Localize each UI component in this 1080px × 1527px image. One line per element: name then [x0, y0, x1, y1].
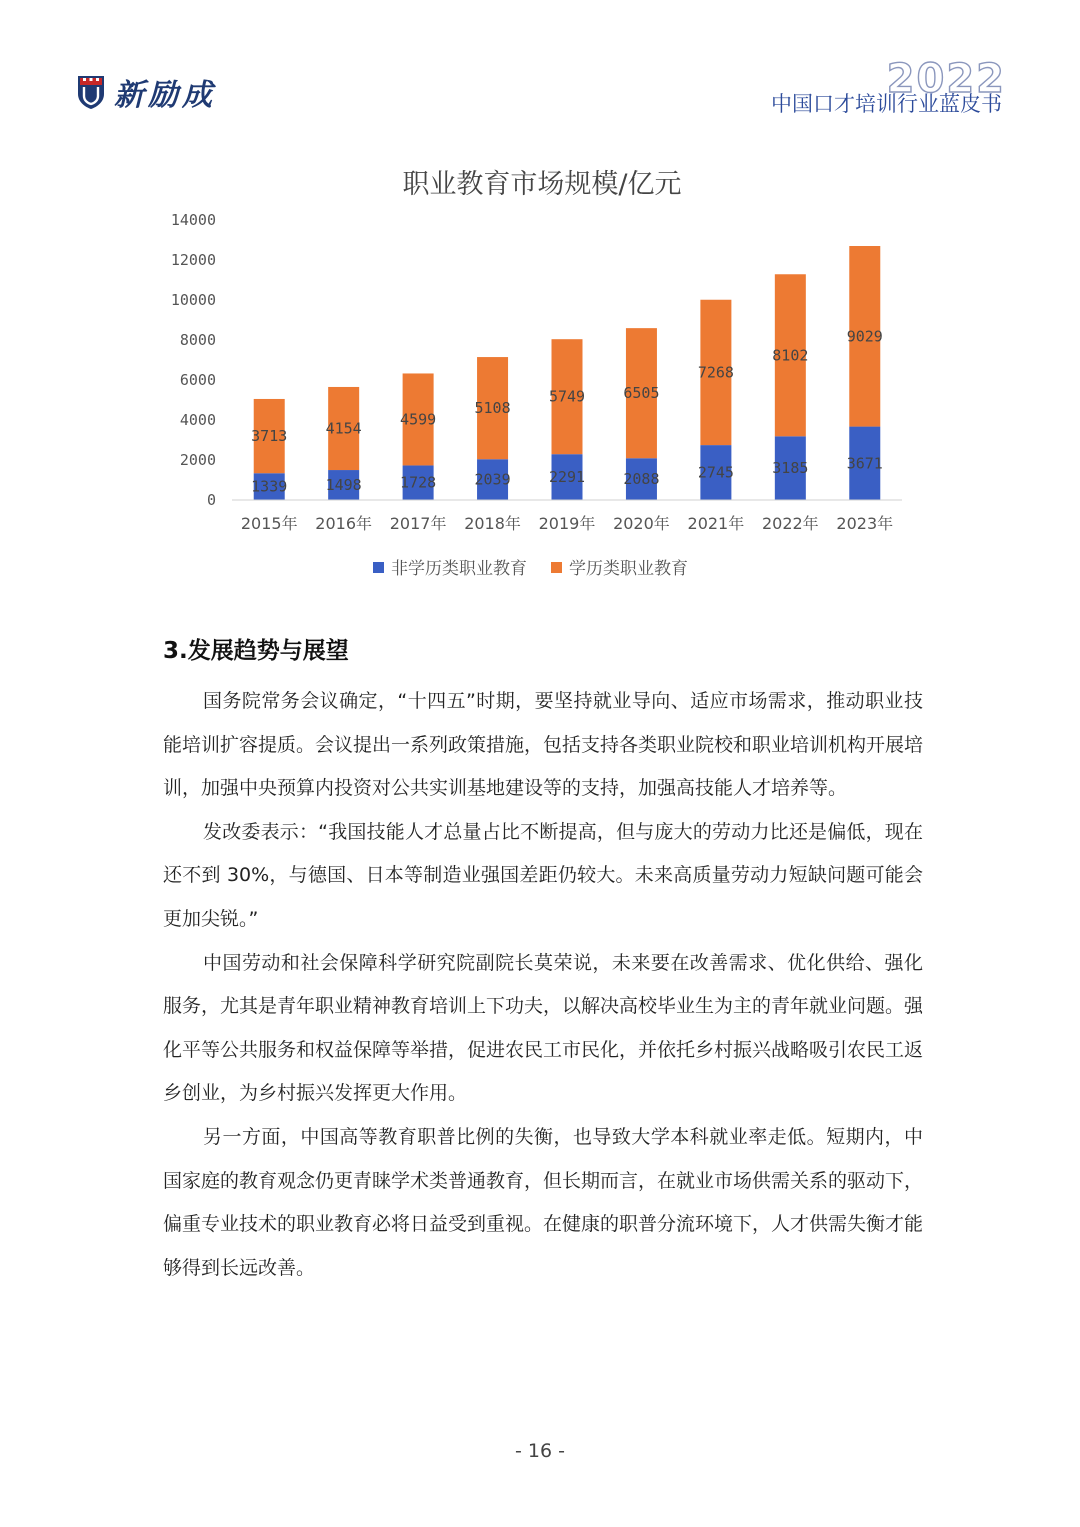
legend-swatch-non-degree — [373, 562, 384, 573]
paragraph-2: 发改委表示：“我国技能人才总量占比不断提高，但与庞大的劳动力比还是偏低，现在还不到 30%，与德国、日本等制造业强国差距仍较大。未来高质量劳动力短缺问题可能会更加尖锐。” — [163, 820, 923, 930]
data-label-degree: 7268 — [697, 363, 734, 382]
x-tick-label: 2016年 — [315, 514, 373, 533]
data-label-non-degree: 2088 — [623, 470, 660, 489]
data-label-degree: 9029 — [846, 327, 883, 346]
data-label-degree: 4599 — [400, 410, 437, 429]
paragraph-1: 国务院常务会议确定，“十四五”时期，要坚持就业导向、适应市场需求，推动职业技能培训扩容提质。会议提出一系列政策措施，包括支持各类职业院校和职业培训机构开展培训，加强中央预算内投资对公共实训基地建设等的支持，加强高技能人才培养等。 — [163, 690, 924, 800]
x-tick-label: 2018年 — [464, 514, 521, 533]
y-tick-label: 0 — [206, 491, 216, 509]
paragraph-4: 另一方面，中国高等教育职普比例的失衡，也导致大学本科就业率走低。短期内，中国家庭的教育观念仍更青睐学术类普通教育，但长期而言，在就业市场供需关系的驱动下，偏重专业技术的职业教育必将日益受到重视。在健康的职普分流环境下，人才供需失衡才能够得到长远改善。 — [163, 1125, 924, 1279]
x-tick-label: 2022年 — [761, 514, 819, 533]
y-tick-label: 6000 — [179, 371, 216, 389]
data-label-non-degree: 3185 — [772, 459, 809, 478]
paragraph-3: 中国劳动和社会保障科学研究院副院长莫荣说，未来要在改善需求、优化供给、强化服务，尤其是青年职业精神教育培训上下功夫，以解决高校毕业生为主的青年就业问题。强化平等公共服务和权益保障等举措，促进农民工市民化，并依托乡村振兴战略吸引农民工返乡创业，为乡村振兴发挥更大作用。 — [163, 951, 924, 1105]
section-title: 3.发展趋势与展望 — [163, 638, 349, 664]
chart-legend — [373, 559, 688, 579]
y-tick-label: 12000 — [170, 251, 216, 269]
data-label-non-degree: 2745 — [697, 463, 734, 482]
data-label-degree: 3713 — [251, 427, 288, 446]
data-label-degree: 6505 — [623, 384, 660, 403]
market-size-chart — [150, 155, 930, 595]
body-text — [163, 680, 923, 1290]
legend-label-non-degree: 非学历类职业教育 — [391, 559, 527, 579]
legend-label-degree: 学历类职业教育 — [569, 559, 688, 579]
y-tick-label: 14000 — [170, 211, 216, 229]
x-tick-label: 2021年 — [687, 514, 745, 533]
y-axis — [171, 211, 216, 509]
x-axis — [232, 500, 902, 533]
bars — [251, 246, 883, 500]
data-label-degree: 5108 — [474, 399, 511, 418]
x-tick-label: 2017年 — [389, 514, 447, 533]
data-label-non-degree: 1498 — [325, 476, 362, 495]
x-tick-label: 2015年 — [240, 514, 298, 533]
y-tick-label: 10000 — [170, 291, 216, 309]
chart-title: 职业教育市场规模/亿元 — [402, 169, 682, 200]
y-tick-label: 4000 — [179, 411, 216, 429]
logo-text: 新励成 — [114, 78, 216, 113]
shield-logo-icon — [76, 74, 106, 110]
x-tick-label: 2019年 — [538, 514, 596, 533]
report-title: 中国口才培训行业蓝皮书 — [771, 92, 1002, 116]
data-label-degree: 5749 — [548, 387, 586, 406]
report-year: 2022 — [886, 56, 1006, 102]
page-number: - 16 - — [515, 1440, 565, 1462]
data-label-degree: 8102 — [772, 346, 809, 365]
data-label-non-degree: 2039 — [474, 470, 511, 489]
data-label-non-degree: 1339 — [251, 477, 288, 496]
y-tick-label: 2000 — [179, 451, 216, 469]
brand-logo — [76, 70, 216, 114]
y-tick-label: 8000 — [179, 331, 216, 349]
data-label-non-degree: 2291 — [548, 468, 586, 487]
data-label-non-degree: 1728 — [400, 473, 437, 492]
x-tick-label: 2023年 — [836, 514, 894, 533]
legend-swatch-degree — [551, 562, 562, 573]
data-label-degree: 4154 — [325, 419, 362, 438]
data-label-non-degree: 3671 — [846, 454, 883, 473]
x-tick-label: 2020年 — [613, 514, 670, 533]
